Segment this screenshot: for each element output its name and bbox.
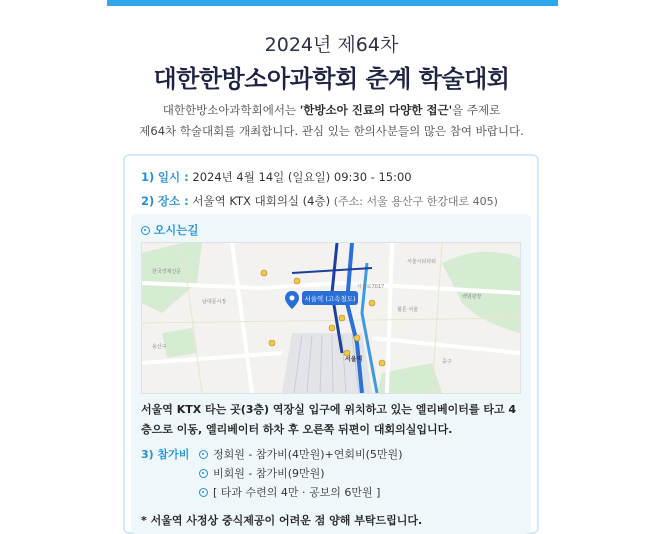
venue-row [141, 193, 498, 209]
intro-text [0, 100, 663, 142]
fees-label: 3) 참가비 [141, 448, 190, 461]
svg-text:한국경제신문: 한국경제신문 [152, 269, 181, 275]
svg-text:서울역: 서울역 [345, 356, 363, 363]
event-title: 대한한방소아과학회 춘계 학술대회 [153, 65, 510, 93]
lunch-note: * 서울역 사정상 중식제공이 어려운 점 양해 부탁드립니다. [141, 514, 423, 527]
directions-description: 서울역 KTX 타는 곳(3층) 역장실 입구에 위치하고 있는 엘리베이터를 타고 4층으로 이동, 엘리베이터 하차 후 오른쪽 뒤편이 대회의실입니다. [141, 403, 517, 436]
intro-line-1 [0, 100, 663, 121]
fee-item [199, 465, 325, 481]
event-details-card [123, 154, 539, 534]
svg-text:남대문시장: 남대문시장 [202, 299, 227, 305]
map-location-label: 서울역 (고속철도) [304, 295, 356, 303]
date-label: 일시 : [157, 170, 189, 184]
svg-text:용산구: 용산구 [152, 344, 167, 350]
event-edition-title: 2024년 제64차 [264, 34, 399, 56]
venue-label: 장소 : [157, 194, 189, 208]
venue-address: (주소: 서울 용산구 한강대로 405) [333, 195, 498, 208]
location-map[interactable] [141, 242, 521, 394]
venue-number: 2) [141, 194, 155, 208]
directions-heading [141, 222, 198, 238]
date-value: 2024년 4월 14일 (일요일) 09:30 - 15:00 [192, 170, 412, 184]
svg-text:서울시티타워: 서울시티타워 [407, 259, 436, 265]
fee-item [199, 446, 402, 462]
intro-theme: '한방소아 진료의 다양한 접근' [299, 103, 453, 117]
intro-suffix: 을 주제로 [452, 103, 501, 117]
fee-item-text: 비회원 - 참가비(9만원) [213, 467, 325, 480]
date-number: 1) [141, 170, 155, 184]
intro-line-2: 제64차 학술대회를 개최합니다. 관심 있는 한의사분들의 많은 참여 바랍니다. [139, 124, 524, 138]
fee-item-text: 정회원 - 참가비(4만원)+연회비(5만원) [213, 448, 403, 461]
directions-box [131, 214, 531, 534]
bullet-circle-icon [199, 469, 208, 478]
intro-prefix: 대한한방소아과학회에서는 [162, 103, 300, 117]
svg-text:백범광장: 백범광장 [462, 294, 482, 300]
directions-title: 오시는길 [154, 223, 199, 237]
svg-text:서울로7017: 서울로7017 [357, 284, 385, 290]
venue-value: 서울역 KTX 대회의실 (4층) [192, 194, 331, 208]
svg-text:중구: 중구 [442, 359, 452, 365]
svg-text:힐튼 서울: 힐튼 서울 [397, 307, 418, 313]
map-graphic [142, 243, 520, 393]
bullet-circle-icon [199, 450, 208, 459]
location-circle-icon [141, 226, 150, 235]
fee-item [199, 484, 380, 500]
date-row [141, 169, 412, 185]
bullet-circle-icon [199, 488, 208, 497]
fee-item-text: [ 타과 수련의 4만 · 공보의 6만원 ] [213, 486, 381, 499]
top-accent-bar [107, 0, 558, 6]
